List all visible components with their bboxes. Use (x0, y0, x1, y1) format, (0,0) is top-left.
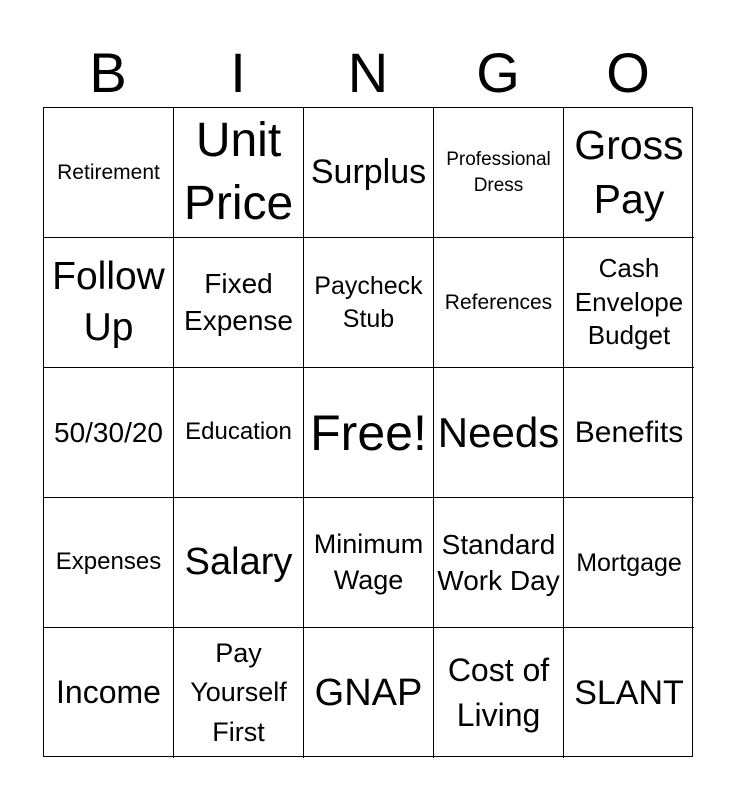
cell-text: 50/30/20 (54, 416, 163, 448)
bingo-cell[interactable] (434, 628, 564, 758)
free-space-cell[interactable] (304, 368, 434, 498)
header-letter-o: O (606, 41, 650, 104)
cell-text: Pay Yourself First (190, 638, 287, 747)
cell-text: Income (56, 674, 161, 711)
bingo-cell[interactable] (174, 628, 304, 758)
cell-text: Paycheck Stub (314, 272, 423, 333)
cell-text: Follow Up (52, 254, 165, 349)
bingo-cell[interactable] (564, 628, 694, 758)
bingo-card-grid (43, 107, 693, 757)
cell-text: Needs (437, 408, 560, 456)
bingo-cell[interactable] (434, 368, 564, 498)
bingo-cell[interactable] (304, 498, 434, 628)
cell-text: Surplus (310, 153, 427, 192)
cell-text: Professional Dress (446, 148, 551, 196)
bingo-cell[interactable] (174, 238, 304, 368)
bingo-cell[interactable] (174, 498, 304, 628)
bingo-cell[interactable] (44, 108, 174, 238)
cell-text: Gross Pay (574, 122, 684, 222)
cell-text: Minimum Wage (313, 529, 424, 595)
header-letter-n: N (347, 41, 389, 104)
bingo-cell[interactable] (174, 368, 304, 498)
cell-text: References (444, 290, 553, 314)
bingo-cell[interactable] (564, 108, 694, 238)
bingo-cell[interactable] (564, 368, 694, 498)
bingo-cell[interactable] (304, 238, 434, 368)
header-letter-b: B (89, 41, 127, 104)
cell-text: Benefits (574, 415, 684, 449)
cell-text: Education (185, 418, 292, 446)
bingo-cell[interactable] (564, 238, 694, 368)
bingo-cell[interactable] (44, 368, 174, 498)
cell-text: Free! (310, 404, 427, 461)
bingo-cell[interactable] (44, 498, 174, 628)
cell-text: Standard Work Day (437, 528, 560, 596)
cell-text: Cost of Living (447, 652, 550, 733)
cell-text: SLANT (574, 673, 684, 712)
bingo-cell[interactable] (304, 108, 434, 238)
cell-text: Fixed Expense (184, 268, 293, 336)
cell-text: Mortgage (576, 548, 682, 577)
bingo-header (43, 40, 693, 106)
cell-text: GNAP (314, 671, 423, 714)
cell-text: Salary (184, 541, 293, 584)
bingo-cell[interactable] (564, 498, 694, 628)
header-letter-g: G (476, 41, 520, 104)
cell-text: Retirement (57, 160, 160, 184)
bingo-cell[interactable] (434, 498, 564, 628)
bingo-cell[interactable] (434, 108, 564, 238)
bingo-cell[interactable] (44, 628, 174, 758)
cell-text: Expenses (55, 548, 162, 576)
bingo-cell[interactable] (44, 238, 174, 368)
header-letter-i: I (230, 41, 246, 104)
cell-text: Unit Price (183, 114, 294, 230)
bingo-cell[interactable] (304, 628, 434, 758)
cell-text: Cash Envelope Budget (574, 252, 684, 351)
bingo-cell[interactable] (434, 238, 564, 368)
bingo-cell[interactable] (174, 108, 304, 238)
